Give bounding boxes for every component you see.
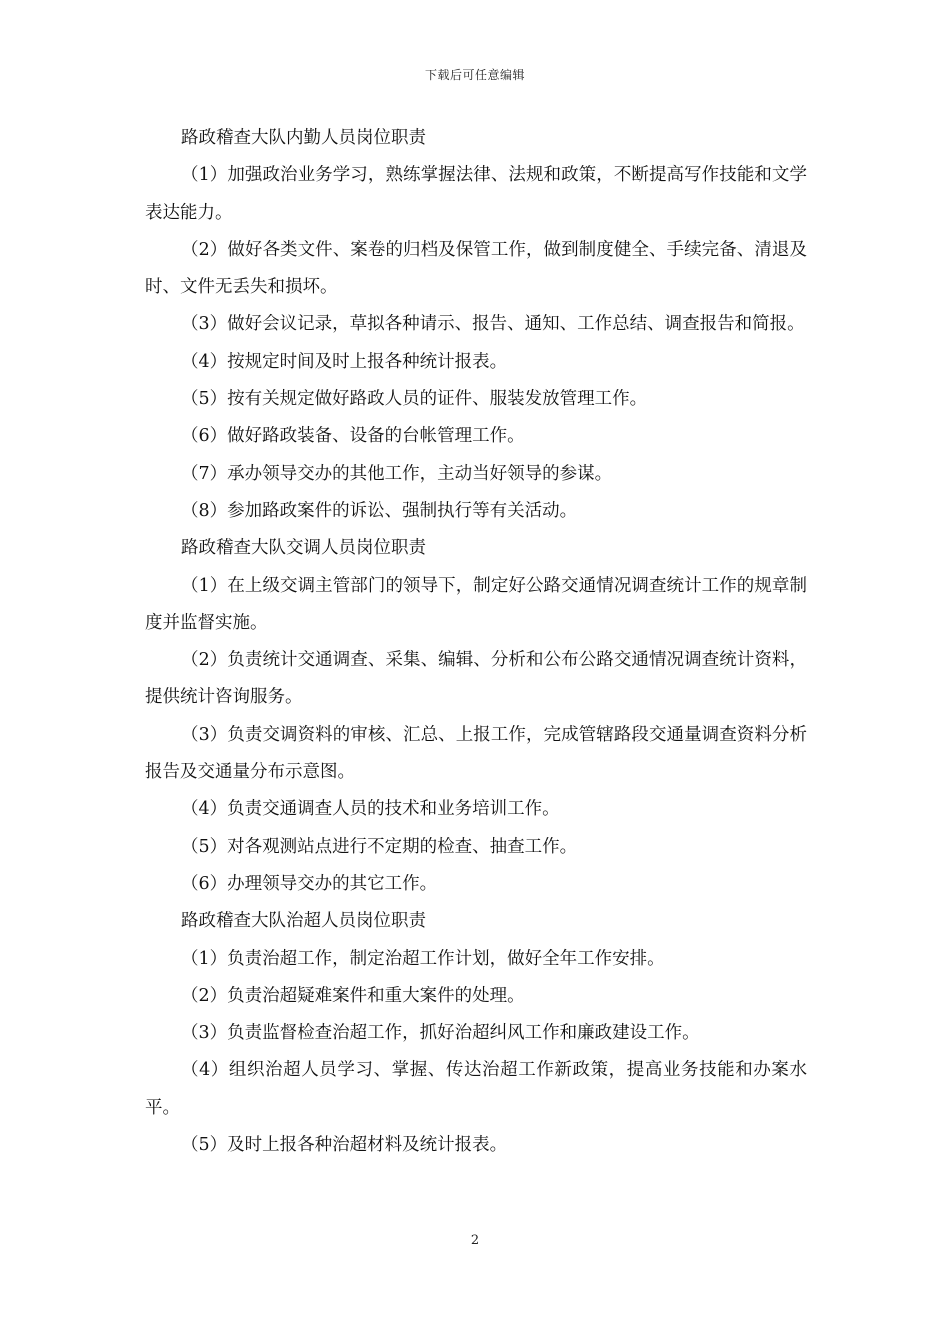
paragraph: （5）及时上报各种治超材料及统计报表。: [181, 1135, 508, 1156]
paragraph: （6）做好路政装备、设备的台帐管理工作。: [181, 426, 525, 447]
paragraph: （7）承办领导交办的其他工作，主动当好领导的参谋。: [181, 463, 613, 484]
paragraph: （5）按有关规定做好路政人员的证件、服装发放管理工作。: [181, 389, 648, 410]
page-header: 下载后可任意编辑: [424, 68, 525, 82]
paragraph: （1）负责治超工作，制定治超工作计划，做好全年工作安排。: [181, 948, 665, 969]
paragraph: （2）负责治超疑难案件和重大案件的处理。: [181, 985, 525, 1006]
paragraph: （4）按规定时间及时上报各种统计报表。: [181, 351, 508, 372]
paragraph: （2）做好各类文件、案卷的归档及保管工作，做到制度健全、手续完备、清退及时、文件无丢失和损坏。: [145, 239, 807, 298]
paragraph: （1）在上级交调主管部门的领导下，制定好公路交通情况调查统计工作的规章制度并监督实施。: [145, 575, 807, 633]
section-title-overload-control-staff: 路政稽查大队治超人员岗位职责: [181, 911, 426, 932]
paragraph: （4）负责交通调查人员的技术和业务培训工作。: [181, 799, 560, 820]
paragraph: （1）加强政治业务学习，熟练掌握法律、法规和政策，不断提高写作技能和文学表达能力。: [145, 165, 807, 223]
section-title-traffic-survey-staff: 路政稽查大队交调人员岗位职责: [181, 538, 426, 559]
paragraph: （4）组织治超人员学习、掌握、传达治超工作新政策，提高业务技能和办案水平。: [145, 1060, 807, 1118]
paragraph: （3）负责交调资料的审核、汇总、上报工作，完成管辖路段交通量调查资料分析报告及交通量分布示意图。: [145, 724, 807, 783]
paragraph: （2）负责统计交通调查、采集、编辑、分析和公布公路交通情况调查统计资料，提供统计咨询服务。: [145, 650, 807, 708]
paragraph: （6）办理领导交办的其它工作。: [181, 873, 438, 894]
paragraph: （8）参加路政案件的诉讼、强制执行等有关活动。: [181, 500, 578, 521]
document-body: [145, 120, 807, 1164]
section-title-internal-staff: 路政稽查大队内勤人员岗位职责: [181, 128, 426, 148]
paragraph: （3）做好会议记录，草拟各种请示、报告、通知、工作总结、调查报告和简报。: [181, 314, 805, 335]
page-number: 2: [470, 1233, 480, 1248]
paragraph: （5）对各观测站点进行不定期的检查、抽查工作。: [181, 836, 578, 857]
paragraph: （3）负责监督检查治超工作，抓好治超纠风工作和廉政建设工作。: [181, 1023, 700, 1044]
